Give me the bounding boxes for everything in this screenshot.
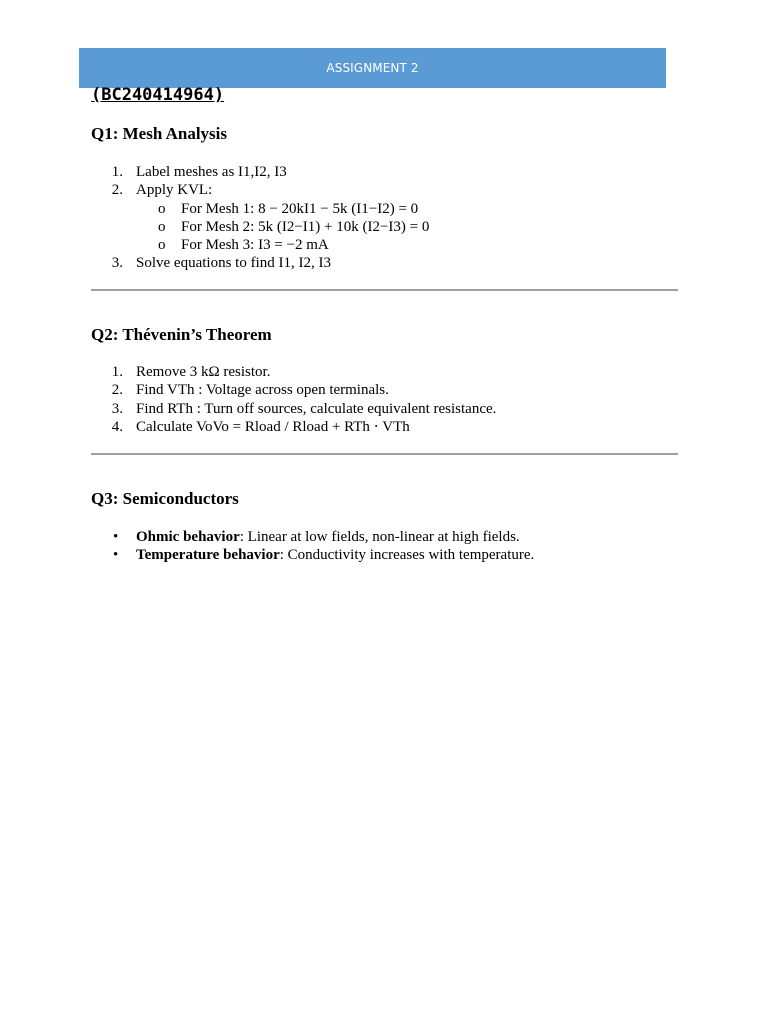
q1-step-1 [91, 163, 691, 181]
list-marker: 4. [111, 418, 123, 435]
list-item-text: Apply KVL: [136, 182, 213, 199]
q2-steps-list [91, 363, 691, 436]
q1-substep-mesh-3 [91, 236, 691, 254]
q1-substep-mesh-1 [91, 200, 691, 218]
bullet-marker: • [113, 529, 119, 545]
list-item-text [136, 546, 534, 564]
section-divider [91, 289, 678, 291]
q2-title: Q2: Thévenin’s Theorem [91, 325, 272, 344]
list-item-text: Remove 3 kΩ resistor. [136, 364, 271, 380]
list-item-text: For Mesh 3: I3 = −2 mA [181, 237, 329, 254]
q2-step-2 [91, 381, 691, 399]
list-item-text: Find VTh : Voltage across open terminals. [136, 382, 389, 399]
q1-step-2 [91, 181, 691, 199]
list-item-text: Label meshes as I1,I2, I3 [136, 164, 287, 180]
list-marker: 1. [111, 364, 123, 380]
list-marker: 3. [111, 400, 123, 417]
q3-bullet-temperature [91, 546, 691, 564]
q1-steps-list [91, 163, 691, 273]
list-marker: 1. [111, 164, 123, 180]
q3-bullet-list [91, 528, 691, 565]
q1-title: Q1: Mesh Analysis [91, 124, 228, 143]
bullet-term: Temperature behavior [136, 547, 280, 564]
list-item-text: For Mesh 2: 5k (I2−I1) + 10k (I2−I3) = 0 [181, 218, 430, 235]
q2-step-3 [91, 400, 691, 418]
header-title: ASSIGNMENT 2 [326, 61, 419, 75]
bullet-description: : Linear at low fields, non-linear at high fields. [239, 529, 520, 545]
sub-list-marker: o [158, 218, 166, 235]
student-id: (BC240414964) [91, 85, 225, 105]
bullet-marker: • [113, 547, 119, 564]
q2-step-1 [91, 363, 691, 381]
list-item-text: Calculate VoVo = Rload / Rload + RTh ⋅ VTh [136, 418, 410, 435]
q1-substep-mesh-2 [91, 218, 691, 236]
list-marker: 2. [111, 182, 123, 199]
q2-step-4 [91, 418, 691, 436]
header-band [79, 48, 666, 88]
list-item-text: For Mesh 1: 8 − 20kI1 − 5k (I1−I2) = 0 [181, 200, 419, 217]
q3-title: Q3: Semiconductors [91, 489, 239, 508]
bullet-term: Ohmic behavior [136, 529, 240, 545]
list-item-text: Solve equations to find I1, I2, I3 [136, 255, 331, 272]
list-item-text [136, 528, 520, 546]
sub-list-marker: o [158, 200, 166, 217]
sub-list-marker: o [158, 237, 166, 254]
list-marker: 3. [111, 255, 123, 272]
q1-step-3 [91, 254, 691, 272]
bullet-description: : Conductivity increases with temperature. [279, 547, 535, 564]
list-item-text: Find RTh : Turn off sources, calculate equivalent resistance. [136, 400, 497, 417]
list-marker: 2. [111, 382, 123, 399]
q3-bullet-ohmic [91, 528, 691, 546]
section-divider [91, 453, 678, 455]
